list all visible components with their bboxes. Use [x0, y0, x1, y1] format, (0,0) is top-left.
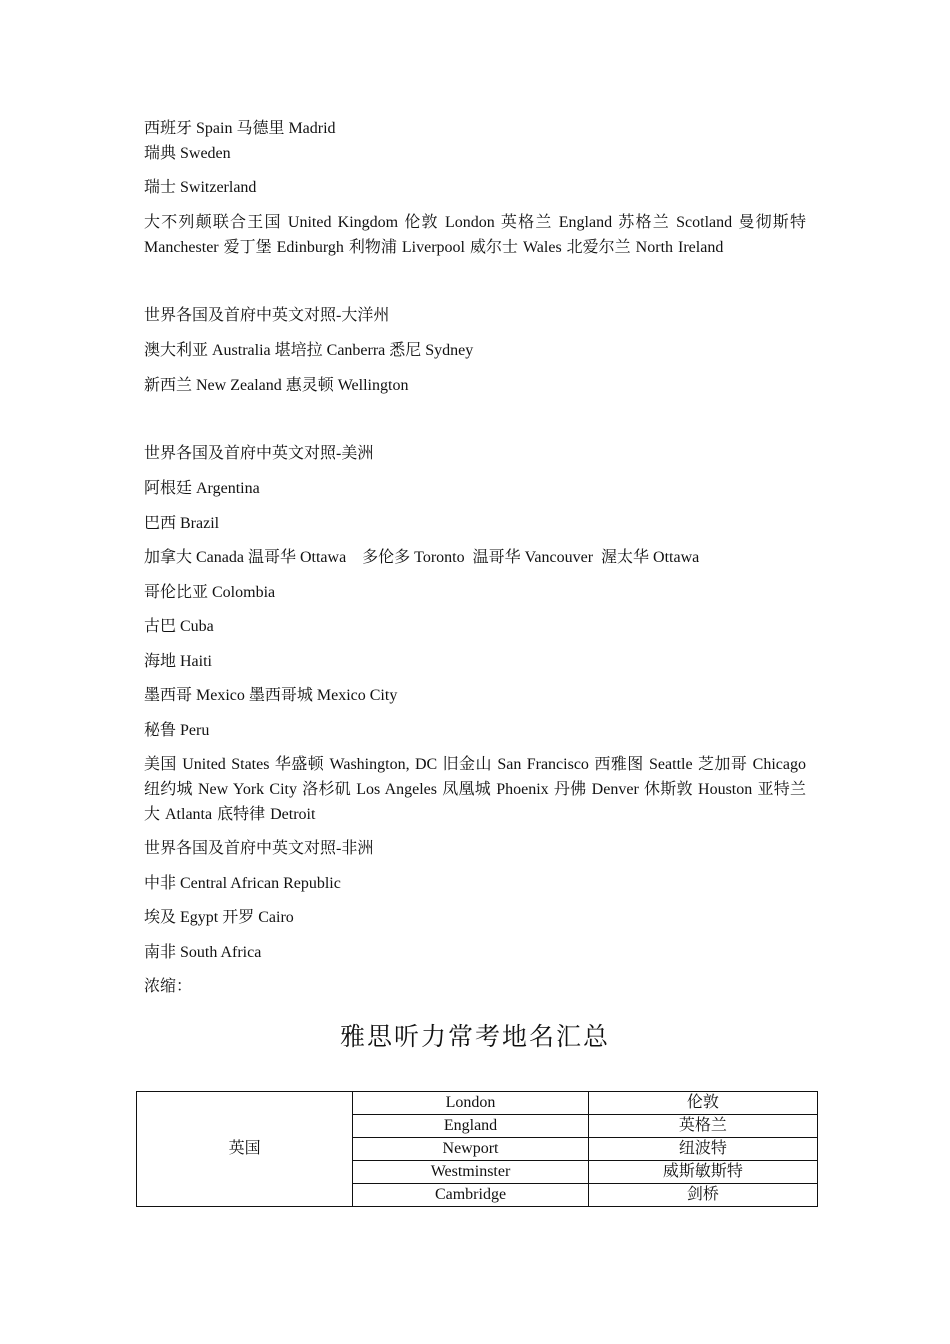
chinese-name-cell: 剑桥: [588, 1184, 817, 1207]
english-name-cell: England: [353, 1115, 588, 1138]
chinese-name-cell: 威斯敏斯特: [588, 1161, 817, 1184]
english-name-cell: London: [353, 1092, 588, 1115]
text-paragraph-usa: 美国 United States 华盛顿 Washington, DC 旧金山 San Francisco 西雅图 Seattle 芝加哥 Chicago 纽约城 New York City 洛杉矶 Los Angeles 凤凰城 Phoenix 丹佛 Denver 休斯敦 Houston 亚特兰大 Atlanta 底特律 Detroit: [144, 756, 806, 823]
text-line-cuba: 古巴 Cuba: [144, 618, 214, 635]
chinese-name-cell: 伦敦: [588, 1092, 817, 1115]
text-line-central-africa: 中非 Central African Republic: [144, 875, 341, 892]
section-heading-oceania: 世界各国及首府中英文对照-大洋州: [144, 307, 390, 324]
text-paragraph-uk: 大不列颠联合王国 United Kingdom 伦敦 London 英格兰 England 苏格兰 Scotland 曼彻斯特 Manchester 爱丁堡 Edinburgh 利物浦 Liverpool 威尔士 Wales 北爱尔兰 North Ireland: [144, 214, 806, 256]
place-names-table: [136, 1091, 818, 1207]
page-title: 雅思听力常考地名汇总: [339, 1022, 610, 1051]
text-line-canada: 加拿大 Canada 温哥华 Ottawa 多伦多 Toronto 温哥华 Vancouver 渥太华 Ottawa: [144, 549, 700, 566]
text-line-summary-label: 浓缩：: [144, 978, 193, 995]
chinese-name-cell: 纽波特: [588, 1138, 817, 1161]
text-line-sweden: 瑞典 Sweden: [144, 145, 231, 162]
chinese-name-cell: 英格兰: [588, 1115, 817, 1138]
text-line-australia: 澳大利亚 Australia 堪培拉 Canberra 悉尼 Sydney: [144, 342, 474, 359]
text-line-switzerland: 瑞士 Switzerland: [144, 179, 257, 196]
text-line-south-africa: 南非 South Africa: [144, 944, 262, 961]
text-line-new-zealand: 新西兰 New Zealand 惠灵顿 Wellington: [144, 377, 409, 394]
text-line-colombia: 哥伦比亚 Colombia: [144, 584, 276, 601]
section-heading-americas: 世界各国及首府中英文对照-美洲: [144, 445, 374, 462]
text-line-mexico: 墨西哥 Mexico 墨西哥城 Mexico City: [144, 687, 398, 704]
text-line-spain: 西班牙 Spain 马德里 Madrid: [144, 120, 336, 137]
english-name-cell: Newport: [353, 1138, 588, 1161]
text-line-peru: 秘鲁 Peru: [144, 722, 210, 739]
country-cell: 英国: [137, 1092, 353, 1207]
english-name-cell: Westminster: [353, 1161, 588, 1184]
table-row: [137, 1092, 818, 1115]
text-line-egypt: 埃及 Egypt 开罗 Cairo: [144, 909, 294, 926]
section-heading-africa: 世界各国及首府中英文对照-非洲: [144, 840, 374, 857]
text-line-argentina: 阿根廷 Argentina: [144, 480, 260, 497]
text-line-haiti: 海地 Haiti: [144, 653, 212, 670]
english-name-cell: Cambridge: [353, 1184, 588, 1207]
text-line-brazil: 巴西 Brazil: [144, 515, 220, 532]
